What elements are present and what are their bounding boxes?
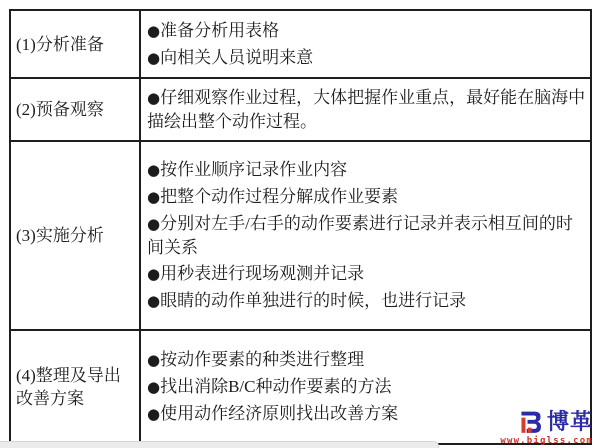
bullet-icon: ● [147, 161, 161, 179]
bullet-icon: ● [147, 48, 161, 67]
bullet-icon: ● [147, 405, 161, 423]
task-text: 向相关人员说明来意 [160, 47, 314, 67]
bogee-logo-icon [518, 409, 544, 435]
list-item [147, 185, 586, 209]
task-text: 使用动作经济原则找出改善方案 [160, 404, 399, 423]
list-item [147, 289, 586, 313]
bullet-icon: ● [147, 89, 161, 107]
bullet-icon: ● [147, 188, 161, 206]
bullet-icon: ● [147, 21, 161, 40]
list-item [147, 375, 586, 399]
bullet-icon: ● [147, 378, 161, 396]
list-item [147, 348, 586, 372]
step-tasks [140, 10, 591, 78]
list-item [147, 262, 586, 286]
task-text: 找出消除B/C种动作要素的方法 [160, 377, 392, 396]
bullet-icon: ● [147, 351, 161, 369]
list-item [147, 158, 586, 182]
step-label: (1)分析准备 [10, 10, 140, 78]
step-label: (4)整理及导出改善方案 [10, 330, 140, 444]
list-item [147, 46, 586, 70]
task-text: 准备分析用表格 [160, 20, 280, 40]
list-item [147, 86, 586, 133]
watermark-url-text: www.biglss.com [500, 436, 593, 446]
task-text: 按动作要素的种类进行整理 [160, 350, 365, 369]
task-text: 按作业顺序记录作业内容 [160, 160, 348, 179]
list-item [147, 212, 586, 259]
step-label: (3)实施分析 [10, 141, 140, 330]
bullet-icon: ● [147, 292, 161, 310]
step-tasks [140, 78, 591, 141]
table-row [10, 141, 591, 330]
table-row [10, 10, 591, 78]
motion-analysis-steps-table [9, 9, 592, 445]
list-item [147, 19, 586, 43]
bullet-icon: ● [147, 265, 161, 283]
step-label: (2)预备观察 [10, 78, 140, 141]
task-text: 把整个动作过程分解成作业要素 [160, 187, 399, 206]
step-tasks [140, 141, 591, 330]
watermark-logo-row [493, 408, 593, 436]
watermark [493, 408, 593, 447]
task-text: 分别对左手/右手的动作要素进行记录并表示相互间的时间关系 [147, 214, 573, 257]
task-text: 用秒表进行现场观测并记录 [160, 264, 365, 283]
table-row [10, 78, 591, 141]
bottom-edge-strip [0, 441, 439, 448]
watermark-brand-text: 博革 [546, 409, 593, 434]
task-text: 眼睛的动作单独进行的时候，也进行记录 [160, 291, 467, 310]
bullet-icon: ● [147, 215, 161, 233]
task-text: 仔细观察作业过程，大体把握作业重点，最好能在脑海中描绘出整个动作过程。 [147, 88, 586, 131]
